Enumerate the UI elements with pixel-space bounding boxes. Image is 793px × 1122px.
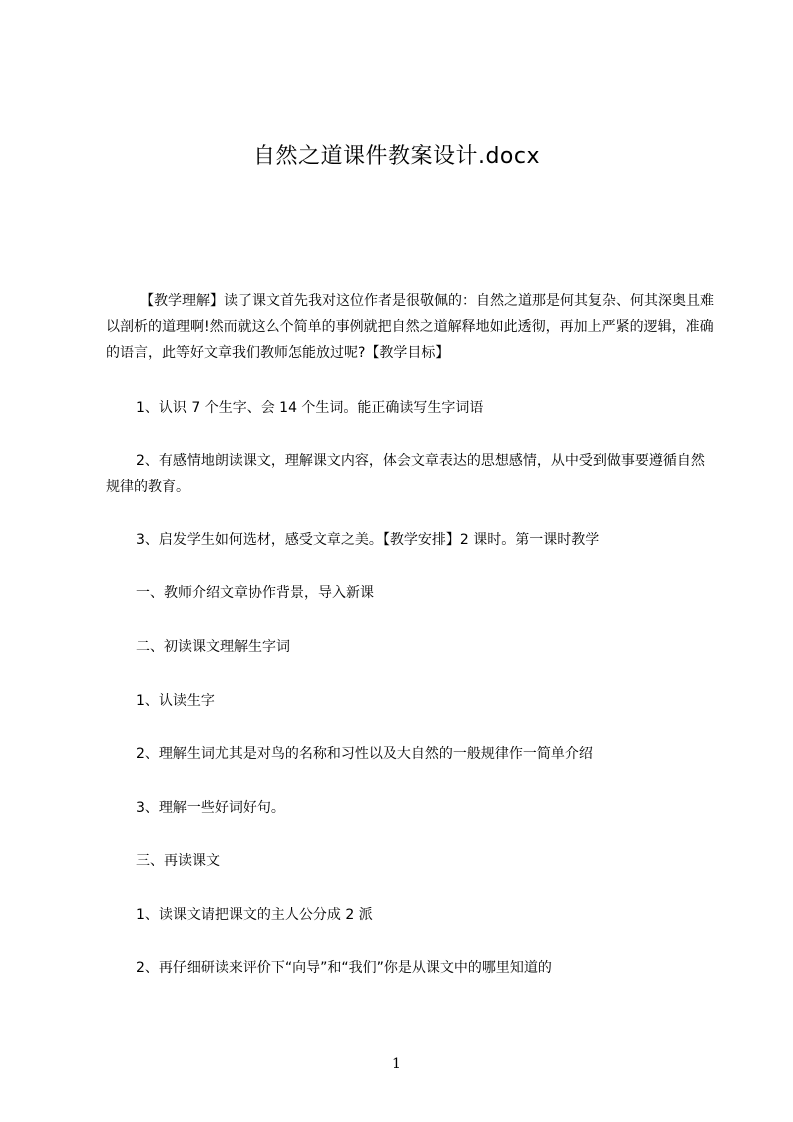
document-title: 自然之道课件教案设计.docx: [252, 144, 541, 169]
section-heading-1: 一、教师介绍文章协作背景，导入新课: [136, 585, 374, 601]
page-number: 1: [392, 1056, 401, 1072]
paragraph-goal-2: 2、有感情地朗读课文，理解课文内容，体会文章表达的思想感情，从中受到做事要遵循自然规律的教育。: [106, 453, 705, 495]
list-item: 1、读课文请把课文的主人公分成 2 派: [136, 907, 373, 923]
paragraph-goal-1: 1、认识 7 个生字、会 14 个生词。能正确读写生字词语: [136, 400, 484, 416]
paragraph-teaching-understanding: 【教学理解】读了课文首先我对这位作者是很敬佩的：自然之道那是何其复杂、何其深奥且难以剖析的道理啊!然而就这么个简单的事例就把自然之道解释地如此透彻，再加上严紧的逻辑，准确的语言，此等好文章我们教师怎能放过呢?【教学目标】: [106, 293, 714, 361]
list-item: 3、理解一些好词好句。: [136, 800, 285, 816]
list-item: 2、再仔细研读来评价下“向导”和“我们”你是从课文中的哪里知道的: [136, 960, 552, 976]
section-heading-2: 二、初读课文理解生字词: [136, 639, 290, 655]
list-item: 2、理解生词尤其是对鸟的名称和习性以及大自然的一般规律作一简单介绍: [136, 746, 593, 762]
section-heading-3: 三、再读课文: [136, 853, 220, 869]
list-item: 1、认读生字: [136, 693, 215, 709]
paragraph-goal-3: 3、启发学生如何选材，感受文章之美。【教学安排】2 课时。第一课时教学: [136, 532, 600, 548]
